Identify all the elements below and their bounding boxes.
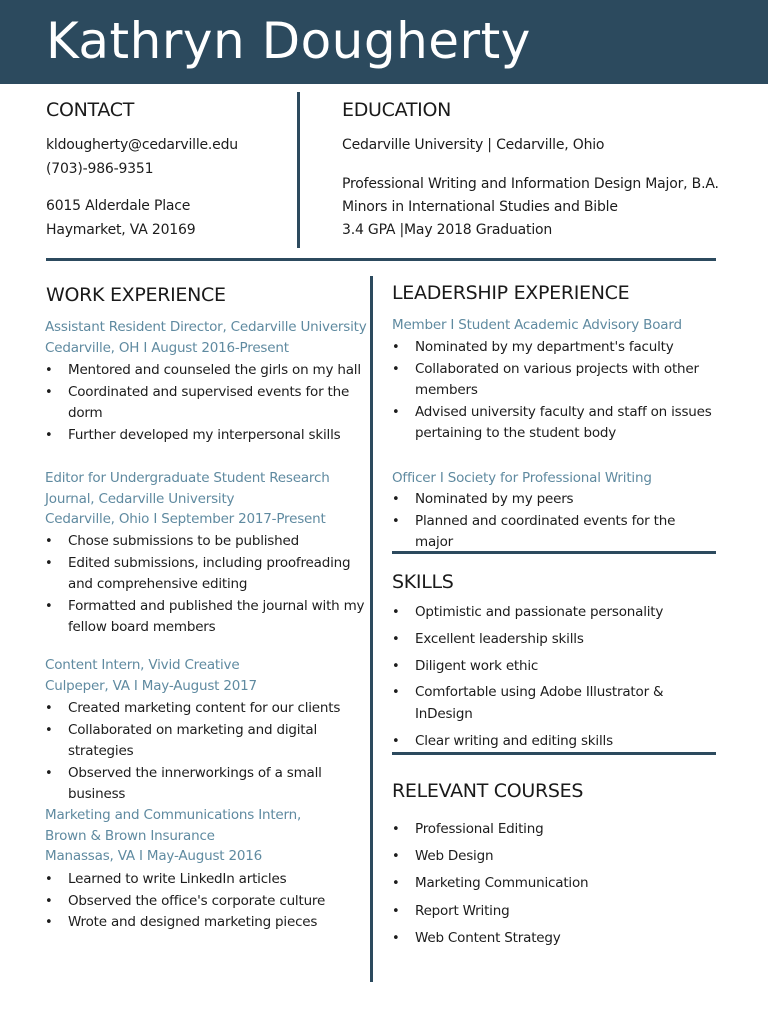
job-bullet: • Observed the office's corporate culture (45, 891, 365, 913)
course-item: • Report Writing (392, 901, 712, 923)
job-bullet: • Further developed my interpersonal skills (45, 425, 365, 447)
job-title: Content Intern, Vivid Creative (45, 657, 240, 673)
leadership-bullet: • Collaborated on various projects with other members (392, 359, 712, 402)
job-bullet: • Collaborated on marketing and digital strategies (45, 720, 367, 763)
job-bullet-list (45, 869, 365, 934)
course-item: • Web Content Strategy (392, 928, 712, 950)
leadership-bullet-list (392, 489, 717, 554)
work-experience-heading: WORK EXPERIENCE (46, 284, 226, 306)
main-column-divider (370, 276, 373, 982)
relevant-courses-heading: RELEVANT COURSES (392, 780, 584, 802)
skill-item: • Optimistic and passionate personality (392, 602, 717, 624)
course-item: • Marketing Communication (392, 873, 712, 895)
section-divider-top (46, 258, 716, 261)
job-bullet: • Mentored and counseled the girls on my hall (45, 360, 365, 382)
skill-item: • Excellent leadership skills (392, 629, 717, 651)
job-title: Marketing and Communications Intern, Brown & Brown Insurance (45, 807, 302, 844)
contact-address-line1: 6015 Alderdale Place (46, 198, 191, 214)
education-school: Cedarville University | Cedarville, Ohio (342, 137, 605, 153)
job-bullet: • Observed the innerworkings of a small business (45, 763, 367, 806)
skill-item: • Diligent work ethic (392, 656, 717, 678)
leadership-bullet: • Advised university faculty and staff on issues pertaining to the student body (392, 402, 712, 445)
courses-list (392, 819, 712, 955)
leadership-role-title: Member I Student Academic Advisory Board (392, 317, 682, 333)
header-banner (0, 0, 768, 84)
job-bullet-list (45, 360, 365, 446)
leadership-bullet: • Planned and coordinated events for the major (392, 511, 717, 554)
job-title: Editor for Undergraduate Student Research Journal, Cedarville University (45, 470, 330, 507)
job-bullet: • Wrote and designed marketing pieces (45, 912, 365, 934)
contact-email[interactable]: kldougherty@cedarville.edu (46, 137, 238, 153)
leadership-bullet-list (392, 337, 712, 445)
skill-item: • Comfortable using Adobe Illustrator & InDesign (392, 682, 717, 725)
skills-list (392, 602, 717, 757)
education-minors: Minors in International Studies and Bible (342, 199, 618, 215)
section-divider-courses (392, 752, 716, 755)
course-item: • Web Design (392, 846, 712, 868)
education-heading: EDUCATION (342, 99, 452, 121)
skill-item: • Clear writing and editing skills (392, 731, 717, 753)
person-name: Kathryn Dougherty (46, 12, 531, 70)
contact-heading: CONTACT (46, 99, 135, 121)
leadership-experience-heading: LEADERSHIP EXPERIENCE (392, 282, 630, 304)
job-meta: Manassas, VA I May-August 2016 (45, 848, 263, 864)
education-gpa: 3.4 GPA |May 2018 Graduation (342, 222, 553, 238)
education-major: Professional Writing and Information Design Major, B.A. (342, 176, 719, 192)
leadership-bullet: • Nominated by my peers (392, 489, 717, 511)
top-column-divider (297, 92, 300, 248)
leadership-role-title: Officer I Society for Professional Writing (392, 470, 652, 486)
job-meta: Cedarville, OH I August 2016-Present (45, 340, 289, 356)
job-bullet: • Formatted and published the journal with my fellow board members (45, 596, 365, 639)
job-bullet-list (45, 531, 365, 639)
section-divider-skills (392, 551, 716, 554)
job-meta: Culpeper, VA I May-August 2017 (45, 678, 257, 694)
job-bullet: • Coordinated and supervised events for the dorm (45, 382, 365, 425)
job-meta: Cedarville, Ohio I September 2017-Present (45, 511, 326, 527)
leadership-bullet: • Nominated by my department's faculty (392, 337, 712, 359)
skills-heading: SKILLS (392, 571, 454, 593)
job-bullet-list (45, 698, 367, 806)
job-bullet: • Created marketing content for our clients (45, 698, 367, 720)
job-bullet: • Chose submissions to be published (45, 531, 365, 553)
job-bullet: • Edited submissions, including proofreading and comprehensive editing (45, 553, 365, 596)
contact-address-line2: Haymarket, VA 20169 (46, 222, 196, 238)
job-bullet: • Learned to write LinkedIn articles (45, 869, 365, 891)
course-item: • Professional Editing (392, 819, 712, 841)
job-title: Assistant Resident Director, Cedarville University (45, 319, 367, 335)
contact-phone: (703)-986-9351 (46, 161, 154, 177)
